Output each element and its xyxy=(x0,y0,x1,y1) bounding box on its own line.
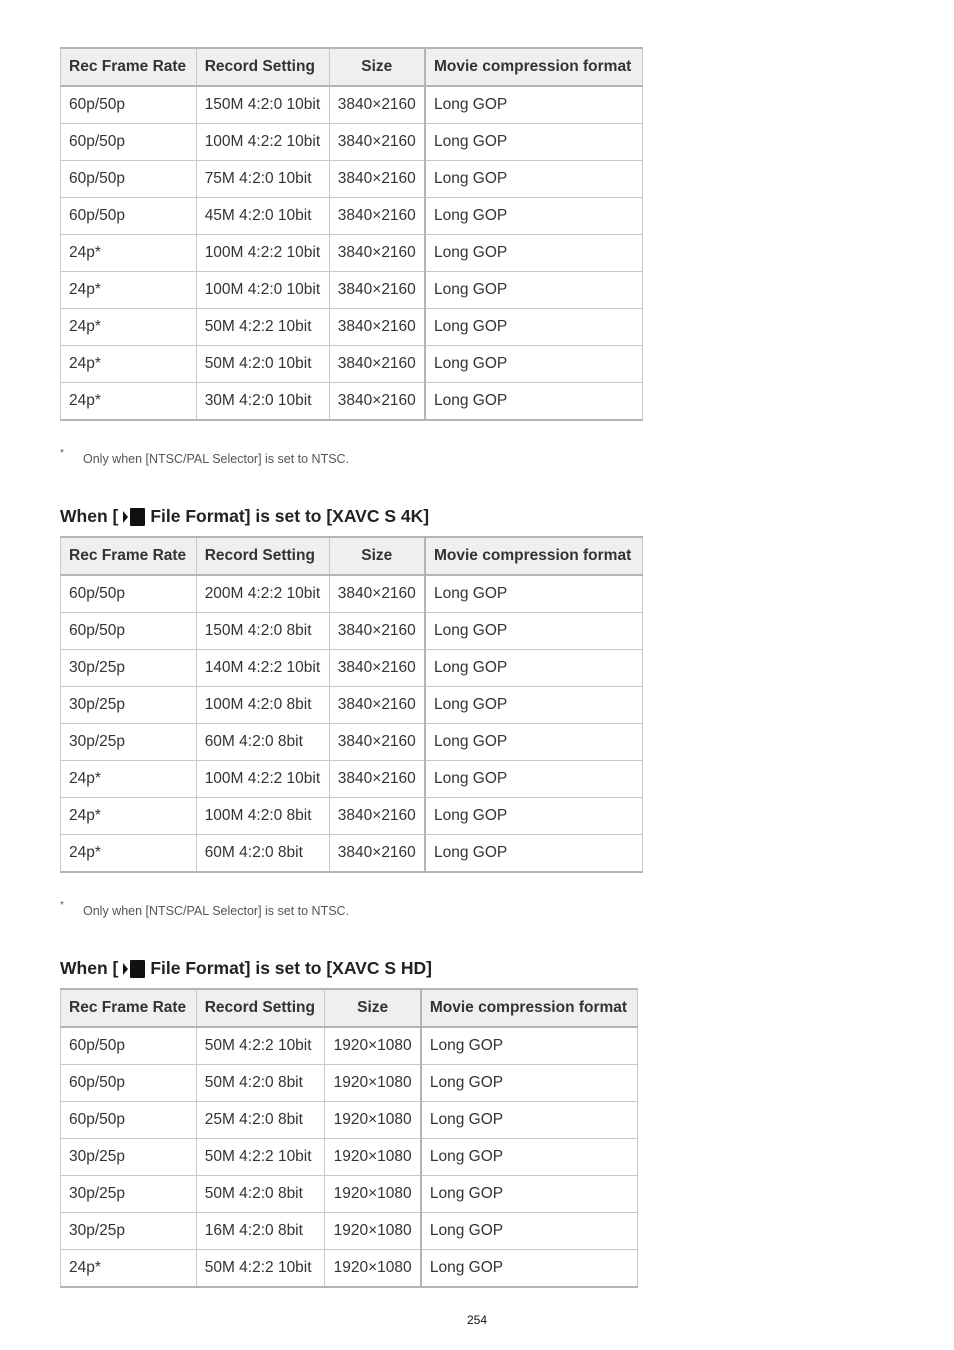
cell-compression-format: Long GOP xyxy=(425,687,643,724)
cell-record-setting: 140M 4:2:2 10bit xyxy=(196,650,329,687)
table-row xyxy=(61,161,643,198)
cell-size: 3840×2160 xyxy=(329,272,425,309)
col-header-record-setting: Record Setting xyxy=(196,48,329,86)
cell-size: 3840×2160 xyxy=(329,346,425,383)
cell-compression-format: Long GOP xyxy=(421,1213,638,1250)
cell-compression-format: Long GOP xyxy=(421,1027,638,1065)
cell-record-setting: 100M 4:2:2 10bit xyxy=(196,124,329,161)
col-header-record-setting: Record Setting xyxy=(196,989,325,1027)
cell-rec-frame-rate: 30p/25p xyxy=(61,1139,197,1176)
cell-record-setting: 60M 4:2:0 8bit xyxy=(196,835,329,873)
cell-size: 3840×2160 xyxy=(329,575,425,613)
cell-record-setting: 75M 4:2:0 10bit xyxy=(196,161,329,198)
cell-rec-frame-rate: 30p/25p xyxy=(61,1213,197,1250)
cell-rec-frame-rate: 30p/25p xyxy=(61,1176,197,1213)
cell-size: 1920×1080 xyxy=(325,1027,421,1065)
cell-record-setting: 50M 4:2:0 10bit xyxy=(196,346,329,383)
table-row xyxy=(61,272,643,309)
table-row xyxy=(61,1176,638,1213)
table-row xyxy=(61,724,643,761)
cell-record-setting: 50M 4:2:2 10bit xyxy=(196,1027,325,1065)
cell-rec-frame-rate: 24p* xyxy=(61,1250,197,1288)
col-header-record-setting: Record Setting xyxy=(196,537,329,575)
section-heading-xavc-s-4k xyxy=(60,506,429,527)
table-row xyxy=(61,650,643,687)
cell-rec-frame-rate: 60p/50p xyxy=(61,161,197,198)
cell-size: 1920×1080 xyxy=(325,1250,421,1288)
cell-compression-format: Long GOP xyxy=(421,1176,638,1213)
cell-rec-frame-rate: 30p/25p xyxy=(61,687,197,724)
cell-size: 3840×2160 xyxy=(329,235,425,272)
footnote-marker: * xyxy=(60,448,64,459)
table-row xyxy=(61,124,643,161)
cell-record-setting: 100M 4:2:2 10bit xyxy=(196,235,329,272)
cell-rec-frame-rate: 60p/50p xyxy=(61,1027,197,1065)
cell-size: 3840×2160 xyxy=(329,309,425,346)
table-row xyxy=(61,687,643,724)
col-header-compression-format: Movie compression format xyxy=(425,48,643,86)
table-row xyxy=(61,575,643,613)
table-row xyxy=(61,1102,638,1139)
table-row xyxy=(61,86,643,124)
table-row xyxy=(61,1250,638,1288)
cell-record-setting: 100M 4:2:0 10bit xyxy=(196,272,329,309)
table-row xyxy=(61,1213,638,1250)
cell-size: 3840×2160 xyxy=(329,724,425,761)
cell-size: 3840×2160 xyxy=(329,687,425,724)
section-heading-xavc-s-hd xyxy=(60,958,432,979)
spec-table-xavc-s-4k xyxy=(60,536,643,873)
table-row xyxy=(61,235,643,272)
heading-prefix: When [ xyxy=(60,958,119,978)
col-header-size: Size xyxy=(329,48,425,86)
cell-record-setting: 50M 4:2:2 10bit xyxy=(196,1139,325,1176)
spec-table-xavc-s-hd xyxy=(60,988,638,1288)
cell-compression-format: Long GOP xyxy=(425,161,643,198)
table-row xyxy=(61,798,643,835)
cell-size: 3840×2160 xyxy=(329,383,425,421)
cell-rec-frame-rate: 60p/50p xyxy=(61,1102,197,1139)
cell-compression-format: Long GOP xyxy=(421,1139,638,1176)
cell-record-setting: 50M 4:2:2 10bit xyxy=(196,309,329,346)
cell-size: 3840×2160 xyxy=(329,124,425,161)
table-header-row xyxy=(61,537,643,575)
table-row xyxy=(61,761,643,798)
cell-record-setting: 150M 4:2:0 8bit xyxy=(196,613,329,650)
cell-compression-format: Long GOP xyxy=(425,383,643,421)
cell-compression-format: Long GOP xyxy=(425,613,643,650)
cell-size: 3840×2160 xyxy=(329,761,425,798)
cell-compression-format: Long GOP xyxy=(425,724,643,761)
cell-rec-frame-rate: 24p* xyxy=(61,835,197,873)
col-header-rec-frame-rate: Rec Frame Rate xyxy=(61,537,197,575)
cell-rec-frame-rate: 24p* xyxy=(61,761,197,798)
cell-rec-frame-rate: 24p* xyxy=(61,309,197,346)
cell-record-setting: 100M 4:2:0 8bit xyxy=(196,687,329,724)
cell-compression-format: Long GOP xyxy=(425,835,643,873)
cell-record-setting: 45M 4:2:0 10bit xyxy=(196,198,329,235)
cell-rec-frame-rate: 24p* xyxy=(61,383,197,421)
cell-record-setting: 16M 4:2:0 8bit xyxy=(196,1213,325,1250)
table-row xyxy=(61,1065,638,1102)
cell-record-setting: 100M 4:2:0 8bit xyxy=(196,798,329,835)
cell-record-setting: 25M 4:2:0 8bit xyxy=(196,1102,325,1139)
table-row xyxy=(61,1027,638,1065)
heading-suffix: File Format] is set to [XAVC S 4K] xyxy=(150,506,430,526)
table-row xyxy=(61,346,643,383)
cell-rec-frame-rate: 24p* xyxy=(61,235,197,272)
footnote-text: Only when [NTSC/PAL Selector] is set to NTSC. xyxy=(83,904,350,918)
page-number: 254 xyxy=(466,1313,488,1327)
cell-size: 1920×1080 xyxy=(325,1139,421,1176)
cell-compression-format: Long GOP xyxy=(425,309,643,346)
cell-rec-frame-rate: 60p/50p xyxy=(61,124,197,161)
cell-rec-frame-rate: 60p/50p xyxy=(61,575,197,613)
cell-rec-frame-rate: 60p/50p xyxy=(61,1065,197,1102)
cell-compression-format: Long GOP xyxy=(421,1065,638,1102)
cell-record-setting: 200M 4:2:2 10bit xyxy=(196,575,329,613)
table-row xyxy=(61,383,643,421)
col-header-compression-format: Movie compression format xyxy=(425,537,643,575)
cell-size: 1920×1080 xyxy=(325,1102,421,1139)
col-header-compression-format: Movie compression format xyxy=(421,989,638,1027)
cell-compression-format: Long GOP xyxy=(425,346,643,383)
cell-rec-frame-rate: 60p/50p xyxy=(61,198,197,235)
cell-size: 3840×2160 xyxy=(329,613,425,650)
cell-size: 1920×1080 xyxy=(325,1176,421,1213)
cell-rec-frame-rate: 60p/50p xyxy=(61,86,197,124)
cell-compression-format: Long GOP xyxy=(425,86,643,124)
cell-compression-format: Long GOP xyxy=(425,575,643,613)
cell-record-setting: 30M 4:2:0 10bit xyxy=(196,383,329,421)
cell-rec-frame-rate: 30p/25p xyxy=(61,650,197,687)
table-header-row xyxy=(61,48,643,86)
cell-size: 1920×1080 xyxy=(325,1065,421,1102)
footnote-marker: * xyxy=(60,900,64,911)
cell-compression-format: Long GOP xyxy=(425,798,643,835)
movie-icon xyxy=(122,959,146,979)
footnote-text: Only when [NTSC/PAL Selector] is set to NTSC. xyxy=(83,452,350,466)
cell-compression-format: Long GOP xyxy=(425,272,643,309)
cell-size: 3840×2160 xyxy=(329,798,425,835)
cell-size: 3840×2160 xyxy=(329,86,425,124)
cell-compression-format: Long GOP xyxy=(421,1102,638,1139)
cell-size: 3840×2160 xyxy=(329,835,425,873)
table-row xyxy=(61,198,643,235)
table-row xyxy=(61,309,643,346)
cell-compression-format: Long GOP xyxy=(425,235,643,272)
cell-record-setting: 50M 4:2:0 8bit xyxy=(196,1065,325,1102)
heading-suffix: File Format] is set to [XAVC S HD] xyxy=(150,958,432,978)
table-row xyxy=(61,835,643,873)
cell-size: 3840×2160 xyxy=(329,650,425,687)
cell-record-setting: 50M 4:2:0 8bit xyxy=(196,1176,325,1213)
table-row xyxy=(61,1139,638,1176)
heading-prefix: When [ xyxy=(60,506,119,526)
cell-compression-format: Long GOP xyxy=(425,124,643,161)
cell-size: 1920×1080 xyxy=(325,1213,421,1250)
col-header-size: Size xyxy=(329,537,425,575)
cell-compression-format: Long GOP xyxy=(425,761,643,798)
col-header-rec-frame-rate: Rec Frame Rate xyxy=(61,989,197,1027)
cell-rec-frame-rate: 24p* xyxy=(61,346,197,383)
cell-size: 3840×2160 xyxy=(329,161,425,198)
cell-compression-format: Long GOP xyxy=(425,198,643,235)
cell-record-setting: 50M 4:2:2 10bit xyxy=(196,1250,325,1288)
cell-record-setting: 100M 4:2:2 10bit xyxy=(196,761,329,798)
col-header-size: Size xyxy=(325,989,421,1027)
spec-table-1 xyxy=(60,47,643,421)
cell-rec-frame-rate: 60p/50p xyxy=(61,613,197,650)
cell-rec-frame-rate: 30p/25p xyxy=(61,724,197,761)
movie-icon xyxy=(122,507,146,527)
cell-rec-frame-rate: 24p* xyxy=(61,272,197,309)
cell-size: 3840×2160 xyxy=(329,198,425,235)
cell-record-setting: 150M 4:2:0 10bit xyxy=(196,86,329,124)
table-row xyxy=(61,613,643,650)
cell-rec-frame-rate: 24p* xyxy=(61,798,197,835)
cell-record-setting: 60M 4:2:0 8bit xyxy=(196,724,329,761)
table-header-row xyxy=(61,989,638,1027)
cell-compression-format: Long GOP xyxy=(425,650,643,687)
cell-compression-format: Long GOP xyxy=(421,1250,638,1288)
col-header-rec-frame-rate: Rec Frame Rate xyxy=(61,48,197,86)
